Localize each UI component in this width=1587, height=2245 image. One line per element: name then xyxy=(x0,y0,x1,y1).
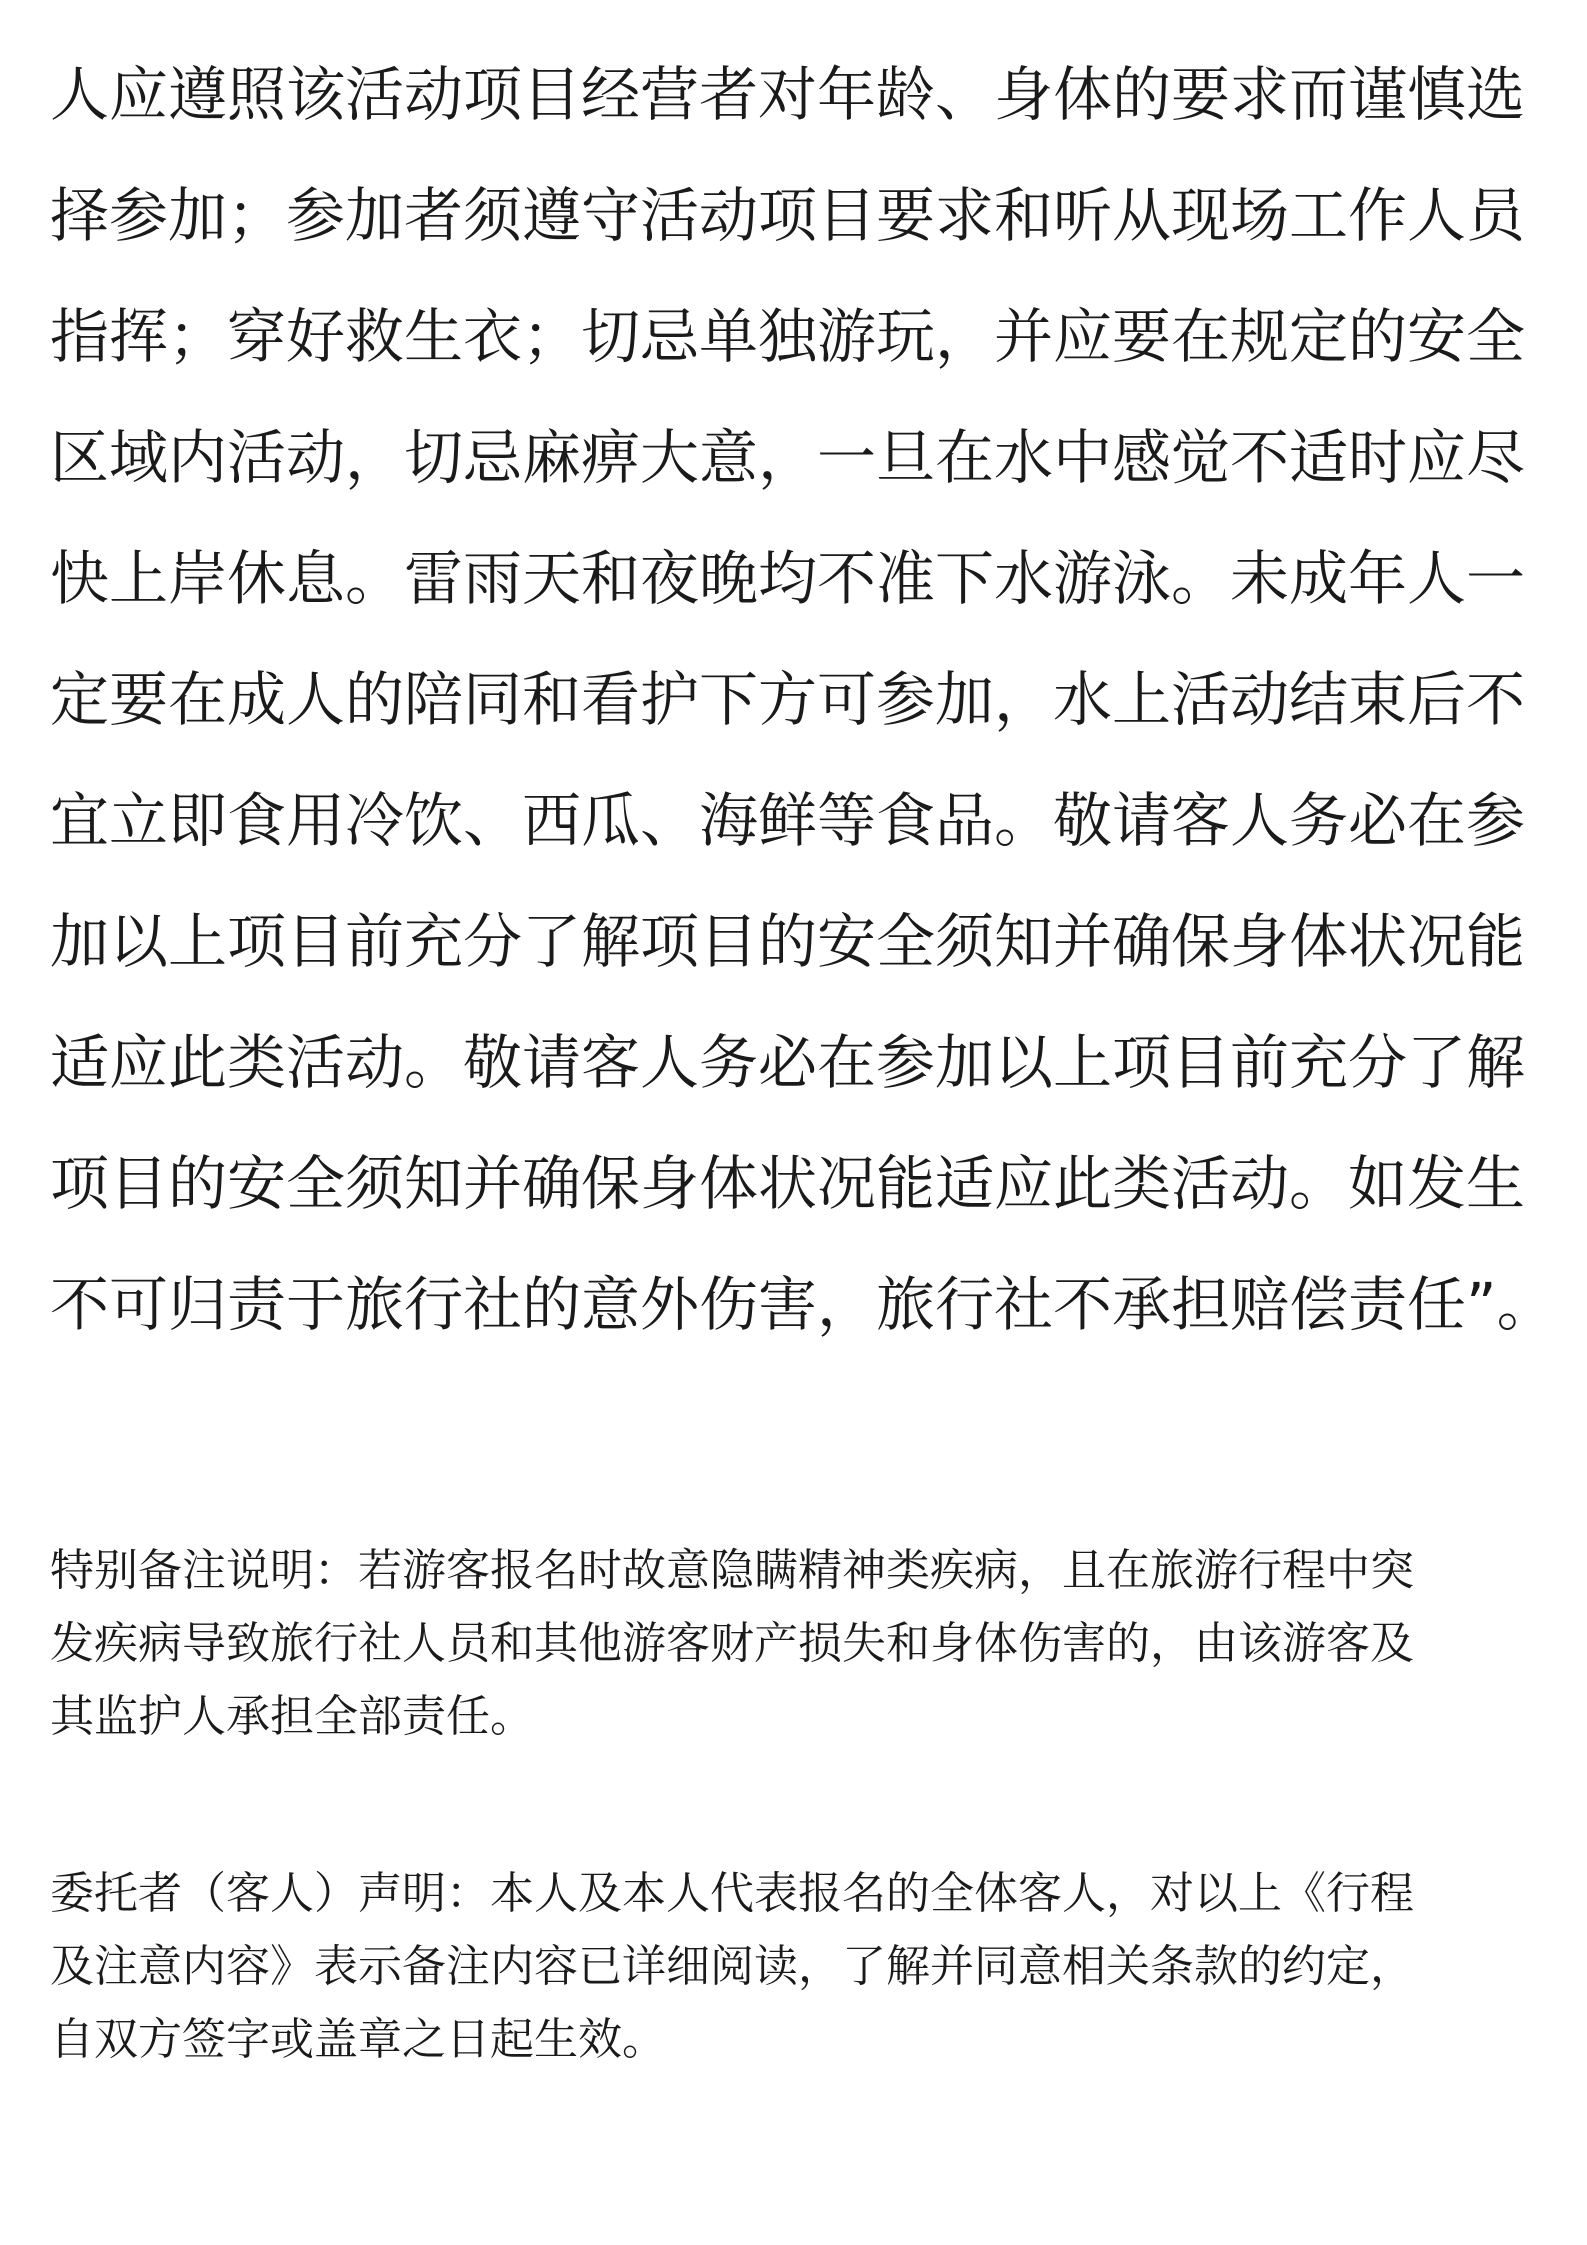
main-paragraph-line: 项目的安全须知并确保身体状况能适应此类活动。如发生 xyxy=(50,1149,1526,1218)
main-paragraph-line: 快上岸休息。雷雨天和夜晚均不准下水游泳。未成年人一 xyxy=(50,544,1526,613)
main-paragraph-line: 定要在成人的陪同和看护下方可参加，水上活动结束后不 xyxy=(50,665,1526,734)
special-note-line: 发疾病导致旅行社人员和其他游客财产损失和身体伤害的，由该游客及 xyxy=(50,1618,1414,1669)
client-statement-line: 委托者（客人）声明：本人及本人代表报名的全体客人，对以上《行程 xyxy=(50,1868,1414,1919)
main-paragraph-line: 择参加；参加者须遵守活动项目要求和听从现场工作人员 xyxy=(50,181,1526,250)
special-note-line: 其监护人承担全部责任。 xyxy=(50,1691,534,1742)
special-note-line: 特别备注说明：若游客报名时故意隐瞒精神类疾病，且在旅游行程中突 xyxy=(50,1545,1414,1596)
main-paragraph-line: 不可归责于旅行社的意外伤害，旅行社不承担赔偿责任”。 xyxy=(50,1270,1556,1339)
main-paragraph-line: 加以上项目前充分了解项目的安全须知并确保身体状况能 xyxy=(50,907,1526,976)
main-paragraph-line: 指挥；穿好救生衣；切忌单独游玩，并应要在规定的安全 xyxy=(50,302,1526,371)
main-paragraph-line: 区域内活动，切忌麻痹大意，一旦在水中感觉不适时应尽 xyxy=(50,423,1526,492)
client-statement-line: 及注意内容》表示备注内容已详细阅读，了解并同意相关条款的约定， xyxy=(50,1941,1414,1992)
client-statement-line: 自双方签字或盖章之日起生效。 xyxy=(50,2014,666,2065)
main-paragraph-line: 人应遵照该活动项目经营者对年龄、身体的要求而谨慎选 xyxy=(50,60,1526,129)
main-paragraph-line: 宜立即食用冷饮、西瓜、海鲜等食品。敬请客人务必在参 xyxy=(50,786,1526,855)
main-paragraph-line: 适应此类活动。敬请客人务必在参加以上项目前充分了解 xyxy=(50,1028,1526,1097)
